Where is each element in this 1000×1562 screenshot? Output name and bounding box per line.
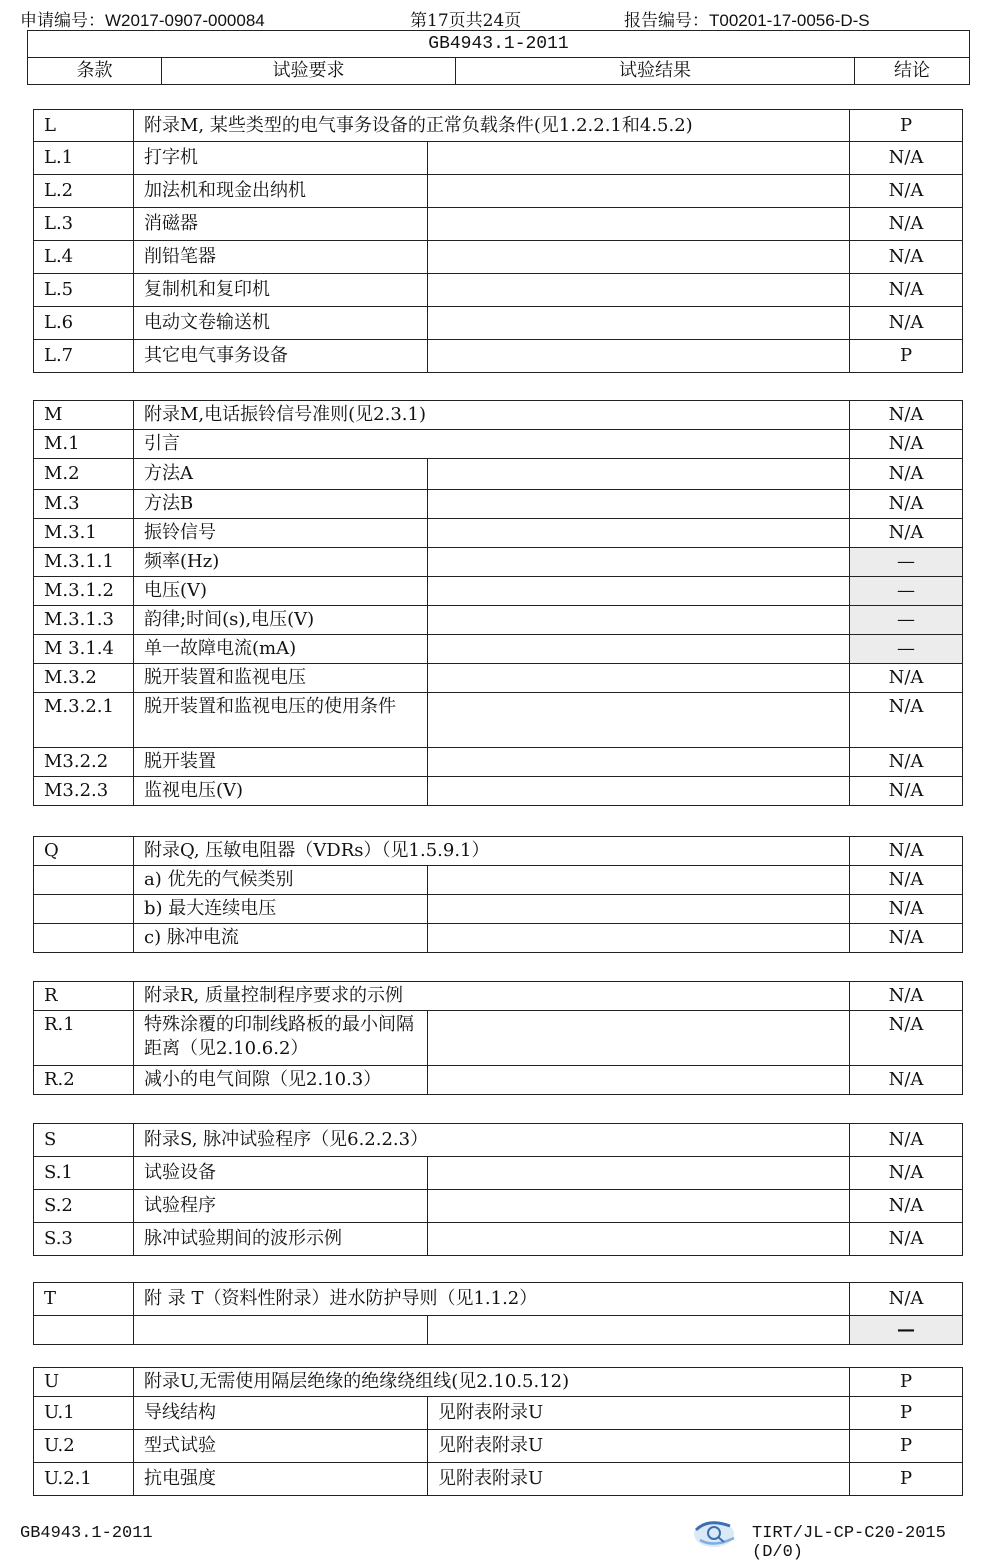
tirt-logo-icon (690, 1516, 748, 1550)
clause-cell: M3.2.3 (34, 777, 134, 806)
requirement-cell: 抗电强度 (134, 1463, 428, 1496)
table-row (34, 1463, 963, 1496)
verdict-cell: — (850, 548, 963, 577)
requirement-cell: 试验程序 (134, 1190, 428, 1223)
verdict-cell: N/A (850, 430, 963, 459)
table-row (34, 1157, 963, 1190)
requirement-cell: a) 优先的气候类别 (134, 866, 428, 895)
verdict-cell: N/A (850, 1124, 963, 1157)
table-row (34, 1430, 963, 1463)
table-row (34, 208, 963, 241)
requirement-cell: 加法机和现金出纳机 (134, 175, 428, 208)
table-row (34, 142, 963, 175)
col-header-verdict: 结论 (855, 58, 970, 85)
clause-cell: U.2.1 (34, 1463, 134, 1496)
requirement-cell: 削铅笔器 (134, 241, 428, 274)
table-row (34, 241, 963, 274)
verdict-cell: N/A (850, 459, 963, 490)
table-row (34, 548, 963, 577)
verdict-cell: N/A (850, 1190, 963, 1223)
verdict-cell: N/A (850, 1157, 963, 1190)
clause-cell: S (34, 1124, 134, 1157)
table-row (34, 1368, 963, 1397)
result-cell: 见附表附录U (428, 1463, 850, 1496)
clause-cell: M.3 (34, 490, 134, 519)
col-header-requirement: 试验要求 (162, 58, 456, 85)
result-cell (428, 340, 850, 373)
result-cell (428, 175, 850, 208)
section-table-L (33, 109, 963, 373)
clause-cell: R.2 (34, 1066, 134, 1095)
result-cell (428, 693, 850, 748)
requirement-cell: 减小的电气间隙（见2.10.3） (134, 1066, 428, 1095)
table-row (34, 1283, 963, 1316)
clause-cell: U.1 (34, 1397, 134, 1430)
verdict-cell: — (850, 606, 963, 635)
clause-cell: M.3.1.2 (34, 577, 134, 606)
table-row (34, 837, 963, 866)
requirement-cell: 附录Q, 压敏电阻器（VDRs）（见1.5.9.1） (134, 837, 850, 866)
requirement-cell: 脱开装置 (134, 748, 428, 777)
verdict-cell: P (850, 1463, 963, 1496)
table-row (34, 1397, 963, 1430)
table-row (34, 664, 963, 693)
verdict-cell: — (850, 577, 963, 606)
col-header-clause: 条款 (28, 58, 162, 85)
table-row (34, 866, 963, 895)
requirement-cell: 型式试验 (134, 1430, 428, 1463)
clause-cell: M.3.1.1 (34, 548, 134, 577)
table-row (34, 1066, 963, 1095)
table-row (34, 777, 963, 806)
requirement-cell: 电压(V) (134, 577, 428, 606)
requirement-cell: 打字机 (134, 142, 428, 175)
footer-standard: GB4943.1-2011 (20, 1524, 153, 1543)
clause-cell: L.2 (34, 175, 134, 208)
clause-cell: L.4 (34, 241, 134, 274)
verdict-cell: N/A (850, 519, 963, 548)
result-cell (428, 519, 850, 548)
clause-cell: L.1 (34, 142, 134, 175)
table-row (34, 307, 963, 340)
table-row (34, 490, 963, 519)
requirement-cell: 方法B (134, 490, 428, 519)
verdict-cell: N/A (850, 1011, 963, 1066)
table-row (34, 895, 963, 924)
page-info: 第17页共24页 (410, 11, 522, 31)
verdict-cell: N/A (850, 866, 963, 895)
verdict-cell: N/A (850, 777, 963, 806)
clause-cell: M 3.1.4 (34, 635, 134, 664)
requirement-cell: 脱开装置和监视电压 (134, 664, 428, 693)
requirement-cell: 方法A (134, 459, 428, 490)
result-cell (428, 866, 850, 895)
standard-header-table (27, 30, 970, 85)
verdict-cell: N/A (850, 490, 963, 519)
requirement-cell: 脱开装置和监视电压的使用条件 (134, 693, 428, 748)
result-cell (428, 635, 850, 664)
table-row (34, 635, 963, 664)
requirement-cell: 振铃信号 (134, 519, 428, 548)
verdict-cell: N/A (850, 307, 963, 340)
clause-cell: U.2 (34, 1430, 134, 1463)
result-cell (428, 1157, 850, 1190)
result-cell (428, 924, 850, 953)
clause-cell: S.1 (34, 1157, 134, 1190)
result-cell (428, 1223, 850, 1256)
clause-cell: M3.2.2 (34, 748, 134, 777)
requirement-cell: 附录M, 某些类型的电气事务设备的正常负载条件(见1.2.2.1和4.5.2) (134, 110, 850, 142)
requirement-cell: 试验设备 (134, 1157, 428, 1190)
footer-form-code: TIRT/JL-CP-C20-2015 (D/0) (752, 1524, 946, 1562)
clause-cell: M.1 (34, 430, 134, 459)
verdict-cell: P (850, 1430, 963, 1463)
col-header-result: 试验结果 (456, 58, 855, 85)
requirement-cell: 附录U,无需使用隔层绝缘的绝缘绕组线(见2.10.5.12) (134, 1368, 850, 1397)
requirement-cell: 频率(Hz) (134, 548, 428, 577)
clause-cell: R.1 (34, 1011, 134, 1066)
verdict-cell: N/A (850, 241, 963, 274)
verdict-cell: N/A (850, 1223, 963, 1256)
result-cell (428, 241, 850, 274)
page-footer (20, 1522, 980, 1562)
clause-cell: M.3.2 (34, 664, 134, 693)
clause-cell: T (34, 1283, 134, 1316)
verdict-cell: N/A (850, 924, 963, 953)
requirement-cell: 消磁器 (134, 208, 428, 241)
result-cell: 见附表附录U (428, 1397, 850, 1430)
requirement-cell (134, 1316, 428, 1345)
table-row (34, 693, 963, 748)
verdict-cell: N/A (850, 837, 963, 866)
requirement-cell: b) 最大连续电压 (134, 895, 428, 924)
table-row (34, 274, 963, 307)
result-cell (428, 606, 850, 635)
section-table-M (33, 400, 963, 806)
section-table-Q (33, 836, 963, 953)
clause-cell: L.6 (34, 307, 134, 340)
requirement-cell: 复制机和复印机 (134, 274, 428, 307)
verdict-cell: N/A (850, 982, 963, 1011)
verdict-cell: N/A (850, 274, 963, 307)
requirement-cell: 监视电压(V) (134, 777, 428, 806)
page-header (20, 6, 980, 31)
verdict-cell: P (850, 340, 963, 373)
result-cell: 见附表附录U (428, 1430, 850, 1463)
result-cell (428, 307, 850, 340)
result-cell (428, 1316, 850, 1345)
section-table-U (33, 1367, 963, 1496)
clause-cell (34, 924, 134, 953)
verdict-cell: N/A (850, 693, 963, 748)
result-cell (428, 274, 850, 307)
verdict-cell: N/A (850, 748, 963, 777)
table-row (34, 1124, 963, 1157)
requirement-cell: 附 录 T（资料性附录）进水防护导则（见1.1.2） (134, 1283, 850, 1316)
result-cell (428, 895, 850, 924)
table-row (34, 459, 963, 490)
verdict-cell: N/A (850, 664, 963, 693)
table-row (34, 340, 963, 373)
application-number: 申请编号：W2017-0907-000084 (20, 11, 265, 30)
requirement-cell: 特殊涂覆的印制线路板的最小间隔距离（见2.10.6.2） (134, 1011, 428, 1066)
verdict-cell: N/A (850, 208, 963, 241)
requirement-cell: 附录M,电话振铃信号准则(见2.3.1) (134, 401, 850, 430)
clause-cell: R (34, 982, 134, 1011)
verdict-cell: P (850, 110, 963, 142)
requirement-cell: 导线结构 (134, 1397, 428, 1430)
section-table-S (33, 1123, 963, 1256)
table-row (34, 1190, 963, 1223)
table-row (34, 401, 963, 430)
verdict-cell: N/A (850, 142, 963, 175)
standard-title: GB4943.1-2011 (28, 31, 970, 58)
clause-cell: M.3.2.1 (34, 693, 134, 748)
requirement-cell: 电动文卷输送机 (134, 307, 428, 340)
clause-cell: Q (34, 837, 134, 866)
verdict-cell: N/A (850, 401, 963, 430)
table-row (34, 748, 963, 777)
clause-cell: S.3 (34, 1223, 134, 1256)
clause-cell: M.2 (34, 459, 134, 490)
clause-cell (34, 895, 134, 924)
clause-cell: L.3 (34, 208, 134, 241)
verdict-cell: — (850, 1316, 963, 1345)
requirement-cell: 引言 (134, 430, 850, 459)
report-number: 报告编号：T00201-17-0056-D-S (624, 11, 870, 30)
result-cell (428, 777, 850, 806)
clause-cell: U (34, 1368, 134, 1397)
verdict-cell: P (850, 1368, 963, 1397)
requirement-cell: 其它电气事务设备 (134, 340, 428, 373)
table-row (34, 606, 963, 635)
section-table-T (33, 1282, 963, 1345)
table-row (34, 1011, 963, 1066)
result-cell (428, 748, 850, 777)
result-cell (428, 664, 850, 693)
table-row (34, 519, 963, 548)
clause-cell (34, 1316, 134, 1345)
table-row (34, 924, 963, 953)
verdict-cell: N/A (850, 1066, 963, 1095)
clause-cell: L.7 (34, 340, 134, 373)
clause-cell: L.5 (34, 274, 134, 307)
requirement-cell: 脉冲试验期间的波形示例 (134, 1223, 428, 1256)
result-cell (428, 459, 850, 490)
result-cell (428, 1190, 850, 1223)
clause-cell: M.3.1.3 (34, 606, 134, 635)
result-cell (428, 1011, 850, 1066)
verdict-cell: P (850, 1397, 963, 1430)
requirement-cell: 附录R, 质量控制程序要求的示例 (134, 982, 850, 1011)
clause-cell: M.3.1 (34, 519, 134, 548)
result-cell (428, 577, 850, 606)
result-cell (428, 142, 850, 175)
requirement-cell: 单一故障电流(mA) (134, 635, 428, 664)
table-row (34, 1223, 963, 1256)
verdict-cell: N/A (850, 895, 963, 924)
section-table-R (33, 981, 963, 1095)
verdict-cell: N/A (850, 1283, 963, 1316)
clause-cell (34, 866, 134, 895)
result-cell (428, 490, 850, 519)
result-cell (428, 548, 850, 577)
result-cell (428, 208, 850, 241)
table-row (34, 110, 963, 142)
result-cell (428, 1066, 850, 1095)
clause-cell: S.2 (34, 1190, 134, 1223)
requirement-cell: 附录S, 脉冲试验程序（见6.2.2.3） (134, 1124, 850, 1157)
clause-cell: L (34, 110, 134, 142)
requirement-cell: c) 脉冲电流 (134, 924, 428, 953)
table-row (34, 1316, 963, 1345)
requirement-cell: 韵律;时间(s),电压(V) (134, 606, 428, 635)
table-row (34, 175, 963, 208)
table-row (34, 430, 963, 459)
table-row (34, 982, 963, 1011)
verdict-cell: N/A (850, 175, 963, 208)
verdict-cell: — (850, 635, 963, 664)
clause-cell: M (34, 401, 134, 430)
table-row (34, 577, 963, 606)
